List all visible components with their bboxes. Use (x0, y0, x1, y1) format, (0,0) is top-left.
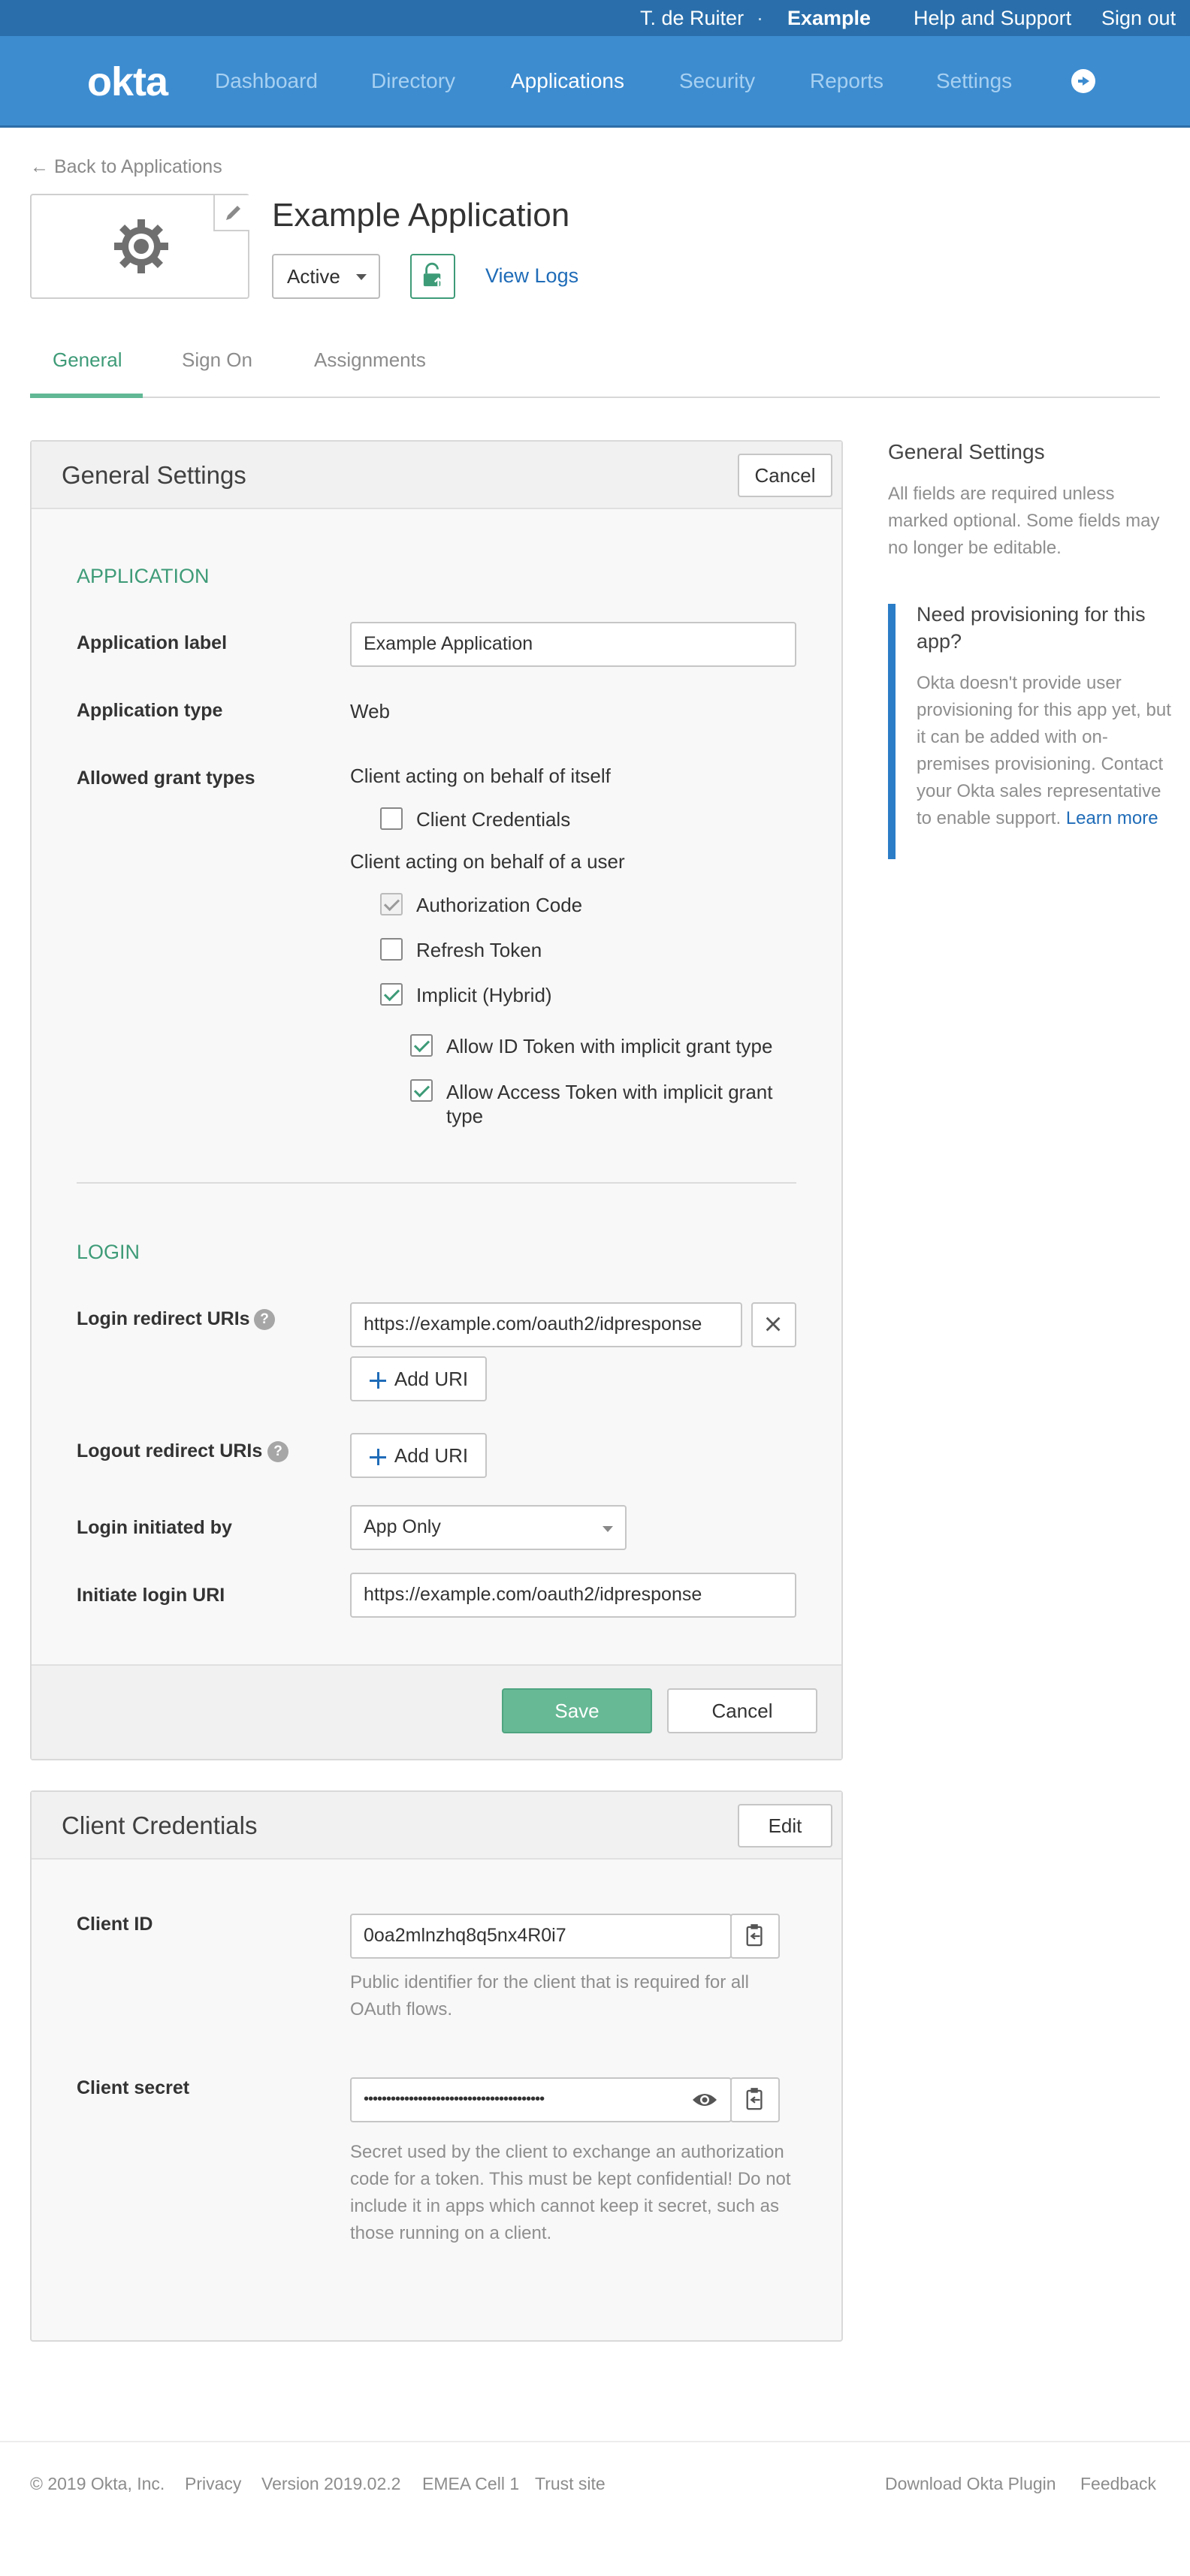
tab-assignments[interactable]: Assignments (314, 348, 426, 371)
active-tab-indicator (30, 394, 143, 398)
download-plugin-link[interactable]: Download Okta Plugin (885, 2474, 1056, 2493)
separator-dot: · (757, 7, 763, 29)
add-uri-label: Add URI (394, 1368, 469, 1390)
panel-header (32, 1792, 841, 1860)
eye-icon[interactable] (691, 2091, 718, 2109)
client-id-description: Public identifier for the client that is required for all OAuth flows. (350, 1972, 749, 2019)
callout-bar (888, 604, 896, 859)
allow-access-token-checkbox[interactable] (410, 1079, 433, 1102)
page-title: Example Application (272, 197, 570, 234)
sign-out-link[interactable]: Sign out (1101, 7, 1176, 29)
client-secret-input[interactable] (350, 2077, 732, 2122)
cancel-button[interactable]: Cancel (667, 1688, 817, 1733)
gear-icon (113, 218, 170, 275)
status-dropdown[interactable] (272, 254, 380, 299)
provisioning-description: Okta doesn't provide user provisioning for this app yet, but it can be added with on-premises provisioning. Contact your Okta sales representative to enable support. Learn more (917, 673, 1171, 828)
help-icon[interactable]: ? (254, 1309, 275, 1330)
plus-icon (370, 1449, 386, 1465)
tab-sign-on[interactable]: Sign On (182, 348, 252, 371)
copyright: © 2019 Okta, Inc. (30, 2474, 165, 2493)
chevron-down-icon (603, 1526, 613, 1532)
status-value: Active (287, 265, 340, 288)
grant-group-itself: Client acting on behalf of itself (350, 765, 611, 787)
save-button[interactable]: Save (502, 1688, 652, 1733)
client-credentials-panel (30, 1790, 843, 2342)
view-logs-link[interactable]: View Logs (485, 264, 579, 287)
edit-button[interactable]: Edit (738, 1804, 832, 1848)
add-logout-uri-button[interactable] (350, 1433, 487, 1478)
tab-general[interactable]: General (53, 348, 122, 371)
nav-applications[interactable]: Applications (511, 69, 624, 92)
panel-header (32, 442, 841, 509)
implicit-hybrid-checkbox[interactable] (380, 983, 403, 1006)
client-credentials-checkbox[interactable] (380, 807, 403, 830)
grant-types-label: Allowed grant types (77, 768, 255, 789)
client-id-label: Client ID (77, 1914, 153, 1935)
initiate-login-uri-input[interactable]: https://example.com/oauth2/idpresponse (350, 1573, 796, 1618)
login-redirect-label: Login redirect URIs (77, 1308, 250, 1329)
main-nav (0, 36, 1190, 128)
lock-icon (412, 255, 454, 297)
privacy-link[interactable]: Privacy (185, 2474, 242, 2493)
trust-site-link[interactable]: Trust site (535, 2474, 606, 2493)
add-uri-label: Add URI (394, 1444, 469, 1467)
arrow-circle-right-icon[interactable] (1071, 69, 1095, 93)
refresh-token-checkbox[interactable] (380, 938, 403, 961)
refresh-token-label: Refresh Token (416, 939, 542, 961)
client-secret-description: Secret used by the client to exchange an authorization code for a token. This must be kept confidential! Do not include it in apps which cannot keep it secret, such as those running on a client. (350, 2142, 791, 2243)
nav-security[interactable]: Security (679, 69, 756, 92)
remove-uri-button[interactable] (751, 1302, 796, 1347)
copy-client-secret-button[interactable] (730, 2077, 780, 2122)
authorization-code-checkbox (380, 893, 403, 915)
close-icon (753, 1304, 795, 1346)
login-initiated-label: Login initiated by (77, 1517, 232, 1538)
edit-logo-button[interactable] (213, 195, 249, 231)
section-divider (77, 1182, 796, 1184)
panel-title: Client Credentials (62, 1811, 258, 1839)
initiate-login-uri-label: Initiate login URI (77, 1585, 225, 1606)
plus-icon (370, 1372, 386, 1389)
allow-id-token-label: Allow ID Token with implicit grant type (446, 1035, 773, 1057)
learn-more-link[interactable]: Learn more (1065, 808, 1158, 828)
cancel-button[interactable]: Cancel (738, 454, 832, 497)
push-status-button[interactable] (410, 254, 455, 299)
application-type-label: Application type (77, 700, 223, 721)
org-name[interactable]: Example (787, 7, 871, 29)
application-label-input[interactable]: Example Application (350, 622, 796, 667)
clipboard-icon (732, 2079, 778, 2121)
chevron-down-icon (356, 274, 367, 280)
authorization-code-label: Authorization Code (416, 894, 583, 916)
implicit-hybrid-label: Implicit (Hybrid) (416, 984, 552, 1006)
client-credentials-label: Client Credentials (416, 808, 571, 831)
top-bar (0, 0, 1190, 36)
help-icon[interactable]: ? (267, 1441, 288, 1462)
nav-settings[interactable]: Settings (936, 69, 1013, 92)
panel-title: General Settings (62, 461, 246, 489)
back-to-applications-link[interactable]: ← Back to Applications (30, 156, 222, 177)
tab-divider (30, 397, 1160, 398)
pencil-icon (215, 195, 251, 231)
client-secret-label: Client secret (77, 2077, 190, 2098)
section-login: LOGIN (77, 1241, 140, 1263)
client-secret-value: •••••••••••••••••••••••••••••••••••••••• (364, 2091, 545, 2107)
login-initiated-select[interactable] (350, 1505, 627, 1550)
login-redirect-input[interactable]: https://example.com/oauth2/idpresponse (350, 1302, 742, 1347)
help-support-link[interactable]: Help and Support (914, 7, 1072, 29)
okta-logo[interactable]: okta (87, 59, 168, 104)
sidebar-title: General Settings (888, 440, 1045, 463)
copy-client-id-button[interactable] (730, 1914, 780, 1959)
cell-text: EMEA Cell 1 (422, 2474, 520, 2493)
footer-divider (0, 2441, 1190, 2442)
app-logo (30, 194, 249, 299)
allow-id-token-checkbox[interactable] (410, 1034, 433, 1057)
nav-directory[interactable]: Directory (371, 69, 456, 92)
application-label-label: Application label (77, 632, 228, 653)
clipboard-icon (732, 1915, 778, 1957)
version-text: Version 2019.02.2 (261, 2474, 401, 2493)
application-type-value: Web (350, 700, 390, 722)
allow-access-token-label: Allow Access Token with implicit grant type (446, 1081, 773, 1127)
logout-redirect-label: Logout redirect URIs (77, 1440, 263, 1461)
user-name[interactable]: T. de Ruiter (640, 7, 745, 29)
sidebar-description: All fields are required unless marked optional. Some fields may no longer be editable. (888, 484, 1160, 558)
nav-reports[interactable]: Reports (810, 69, 884, 92)
client-id-input[interactable]: 0oa2mlnzhq8q5nx4R0i7 (350, 1914, 732, 1959)
add-login-uri-button[interactable] (350, 1356, 487, 1401)
feedback-link[interactable]: Feedback (1080, 2474, 1157, 2493)
login-initiated-value: App Only (364, 1516, 441, 1537)
grant-group-user: Client acting on behalf of a user (350, 850, 625, 873)
nav-dashboard[interactable]: Dashboard (215, 69, 318, 92)
provisioning-title: Need provisioning for this app? (917, 603, 1146, 653)
section-application: APPLICATION (77, 565, 210, 587)
